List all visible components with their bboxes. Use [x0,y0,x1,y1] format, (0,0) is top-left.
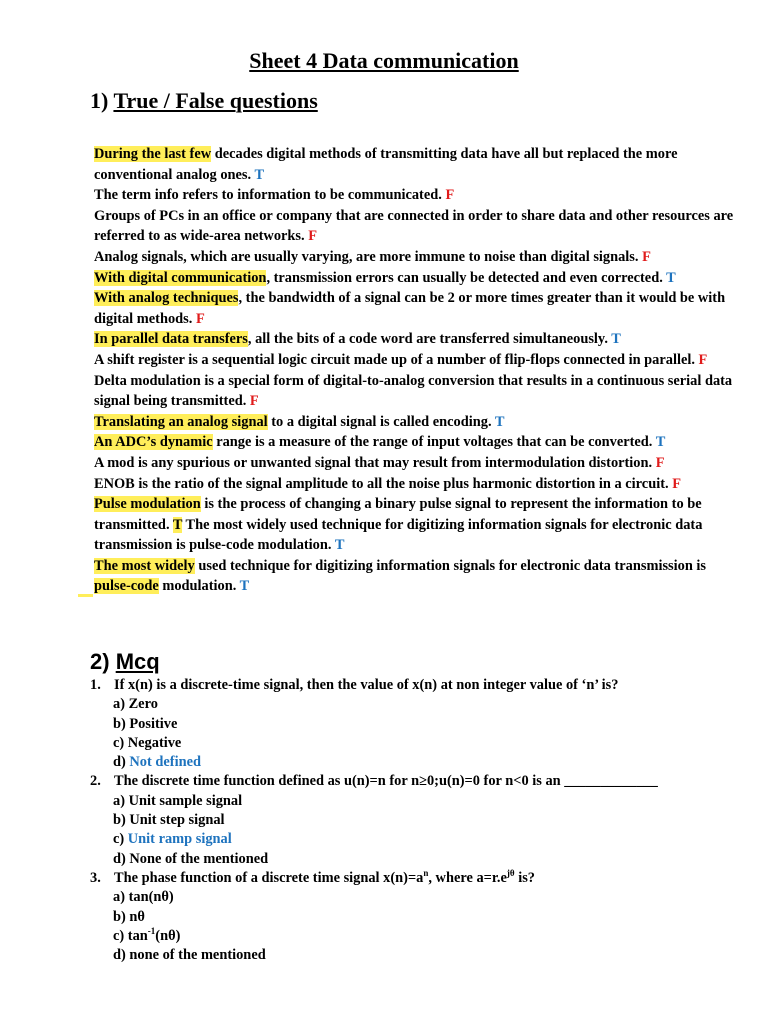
mcq-option: a) tan(nθ) [113,889,174,906]
question-text-part: is? [514,869,536,886]
option-prefix: c) [113,831,128,848]
mcq-option: b) Unit step signal [113,812,225,829]
section-heading-true-false [90,87,318,115]
option-prefix: c) tan [113,927,148,944]
question-text: The discrete time function defined as u(n)=n for n≥0;u(n)=0 for n<0 is an _____________ [114,773,658,790]
tf-answer: T [254,166,265,183]
tf-highlight: Translating an analog signal [94,413,268,430]
tf-answer: F [308,228,318,245]
tf-item [94,206,734,247]
superscript: n [423,868,429,879]
tf-answer: F [445,187,455,204]
tf-text: The term info refers to information to be communicated. [94,187,446,204]
tf-text: , all the bits of a code word are transferred simultaneously. [247,331,612,348]
tf-item [94,432,734,453]
tf-item [94,268,734,289]
tf-highlight: Pulse modulation [94,496,201,513]
tf-highlight: The most widely [94,557,195,574]
question-text-part: , where a=r.e [428,869,507,886]
question-text-part: The phase function of a discrete time signal x(n)=a [114,869,424,886]
tf-answer: T [655,434,666,451]
question-text [114,869,535,888]
mcq-option: d) none of the mentioned [113,947,266,964]
mcq-option: d) None of the mentioned [113,850,269,867]
highlight-marker [78,594,93,597]
tf-text: Analog signals, which are usually varying, are more immune to noise than digital signals. [94,248,643,265]
tf-item [94,288,734,329]
mcq-option: a) Zero [113,696,158,713]
section-number: 1) [90,88,114,113]
mcq-question-2 [90,772,730,791]
mcq-option: b) Positive [113,715,178,732]
mcq-option [113,830,730,849]
tf-item [94,144,734,185]
tf-answer: F [249,393,259,410]
tf-answer: T [494,413,505,430]
tf-highlight: With digital communication [94,269,267,286]
mcq-option [113,753,730,772]
tf-highlight: In parallel data transfers [94,331,248,348]
tf-text: modulation. [158,578,240,595]
correct-answer: Not defined [129,754,201,771]
tf-item [94,494,734,556]
option-prefix: d) [113,754,130,771]
tf-answer: F [655,454,665,471]
mcq-options-2 [113,792,730,869]
tf-answer: T [666,269,676,286]
mcq-option [113,927,730,946]
tf-text: , the bandwidth of a signal can be 2 or more times greater than it would be with digital methods. [94,290,726,327]
tf-item [94,329,734,350]
tf-highlight: During the last few [94,146,212,162]
page-title: Sheet 4 Data communication [249,48,519,73]
tf-text: decades digital methods of transmitting data have all but replaced the more conventional analog ones. [94,146,678,183]
tf-answer: T [239,578,250,595]
tf-answer: F [698,351,708,368]
tf-text: ENOB is the ratio of the signal amplitude to all the noise plus harmonic distortion in a circuit. [94,475,673,492]
tf-highlight: With analog techniques [94,290,239,307]
tf-text: The most widely used technique for digitizing information signals for electronic data transmission is pulse-code modulation. [94,516,703,554]
tf-item [94,185,734,206]
section-number: 2) [90,649,116,674]
mcq-question-1 [90,676,730,695]
mcq-list [90,676,730,965]
tf-answer: F [195,310,205,327]
section-heading-mcq [90,648,160,676]
tf-text: to a digital signal is called encoding. [267,413,495,430]
tf-answer: T [334,537,345,554]
tf-text: Groups of PCs in an office or company that are connected in order to share data and other resources are referred to as wide-area networks. [94,207,734,245]
tf-text: A mod is any spurious or unwanted signal that may result from intermodulation distortion. [94,454,656,471]
tf-text: is the process of changing a binary pulse signal to represent the information to be transmitted. [94,496,702,533]
section-title: True / False questions [113,88,318,113]
tf-highlight: pulse-code [94,578,159,595]
tf-text: used technique for digitizing information signals for electronic data transmission is [194,557,707,574]
tf-answer: F [642,248,651,265]
superscript: -1 [147,926,156,937]
true-false-list [94,144,734,597]
tf-item [94,247,734,268]
tf-items [94,144,734,494]
question-number: 3. [90,869,101,886]
correct-answer: Unit ramp signal [127,831,232,848]
tf-answer: T [611,331,621,348]
tf-item [94,412,734,433]
mcq-options-3 [113,888,730,965]
tf-highlight: T [172,516,183,533]
mcq-option: b) nθ [113,908,145,925]
section-title: Mcq [115,649,160,674]
tf-text: , transmission errors can usually be detected and even corrected. [266,269,667,286]
tf-item [94,371,734,412]
mcq-option: a) Unit sample signal [113,792,243,809]
question-text: If x(n) is a discrete-time signal, then the value of x(n) at non integer value of ‘n’ is? [114,677,619,693]
tf-item [94,350,734,371]
tf-item [94,453,734,474]
superscript: jθ [506,868,515,879]
question-number: 2. [90,773,101,790]
tf-answer: F [672,475,681,492]
tf-text: Delta modulation is a special form of digital-to-analog conversion that results in a continuous serial data signal being transmitted. [94,372,733,410]
mcq-options-1 [113,695,730,772]
mcq-question-3 [90,869,730,888]
mcq-option: c) Negative [113,734,182,751]
tf-text: range is a measure of the range of input voltages that can be converted. [212,434,656,451]
tf-item [94,556,734,597]
question-number: 1. [90,677,101,693]
tf-text: A shift register is a sequential logic circuit made up of a number of flip-flops connected in parallel. [94,351,699,368]
tf-item [94,474,734,495]
option-suffix: (nθ) [155,927,181,944]
tf-highlight: An ADC’s dynamic [94,434,213,451]
